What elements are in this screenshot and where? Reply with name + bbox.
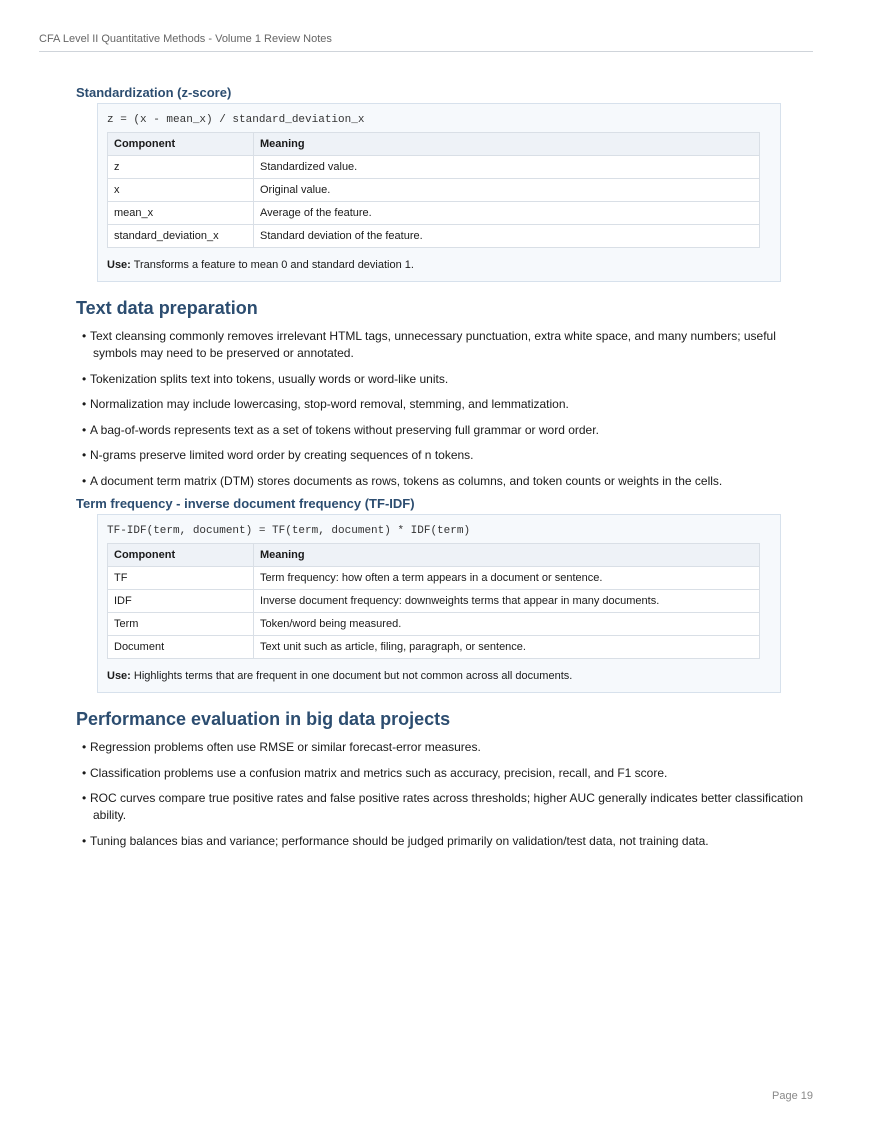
table-header-row: [108, 133, 760, 156]
list-item: • ROC curves compare true positive rates and false positive rates across thresholds; higher AUC generally indicates better classification ability.: [82, 790, 812, 824]
text-prep-bullet-list: [82, 328, 812, 498]
tfidf-formula: TF-IDF(term, document) = TF(term, document) * IDF(term): [107, 525, 471, 537]
meaning-cell: Inverse document frequency: downweights terms that appear in many documents.: [254, 590, 760, 613]
table-row: [108, 590, 760, 613]
use-text: Transforms a feature to mean 0 and standard deviation 1.: [133, 259, 414, 271]
table-row: [108, 179, 760, 202]
zscore-title: Standardization (z-score): [76, 85, 232, 100]
tfidf-formula-box: [97, 514, 781, 693]
table-row: [108, 613, 760, 636]
list-item: • A bag-of-words represents text as a set of tokens without preserving full grammar or word order.: [82, 422, 812, 439]
zscore-component-table: [107, 132, 760, 248]
header-divider: [39, 51, 813, 52]
list-item: • A document term matrix (DTM) stores documents as rows, tokens as columns, and token counts or weights in the cells.: [82, 473, 812, 490]
column-header-component: Component: [108, 544, 254, 567]
use-label: Use:: [107, 259, 131, 271]
list-item: • Tokenization splits text into tokens, usually words or word-like units.: [82, 371, 812, 388]
column-header-meaning: Meaning: [254, 133, 760, 156]
meaning-cell: Original value.: [254, 179, 760, 202]
meaning-cell: Average of the feature.: [254, 202, 760, 225]
page-number: Page 19: [772, 1090, 813, 1102]
tfidf-component-table: [107, 543, 760, 659]
table-row: [108, 567, 760, 590]
use-text: Highlights terms that are frequent in one document but not common across all documents.: [133, 670, 573, 682]
table-row: [108, 202, 760, 225]
tfidf-use-note: [107, 669, 759, 683]
column-header-meaning: Meaning: [254, 544, 760, 567]
component-cell: IDF: [108, 590, 254, 613]
component-cell: standard_deviation_x: [108, 225, 254, 248]
zscore-formula-box: [97, 103, 781, 282]
meaning-cell: Standardized value.: [254, 156, 760, 179]
table-row: [108, 225, 760, 248]
component-cell: Document: [108, 636, 254, 659]
list-item: • Tuning balances bias and variance; performance should be judged primarily on validation/test data, not training data.: [82, 833, 812, 850]
component-cell: x: [108, 179, 254, 202]
section-title-performance: Performance evaluation in big data projects: [76, 709, 451, 729]
use-label: Use:: [107, 670, 131, 682]
section-title-text-prep: Text data preparation: [76, 298, 258, 318]
tfidf-title: Term frequency - inverse document frequency (TF-IDF): [76, 496, 415, 511]
running-header: CFA Level II Quantitative Methods - Volume 1 Review Notes: [39, 33, 332, 45]
performance-bullet-list: [82, 739, 812, 858]
zscore-formula: z = (x - mean_x) / standard_deviation_x: [107, 114, 365, 126]
table-header-row: [108, 544, 760, 567]
component-cell: Term: [108, 613, 254, 636]
list-item: • Text cleansing commonly removes irrelevant HTML tags, unnecessary punctuation, extra white space, and many numbers; useful symbols may need to be preserved or annotated.: [82, 328, 812, 362]
component-cell: TF: [108, 567, 254, 590]
table-row: [108, 156, 760, 179]
meaning-cell: Token/word being measured.: [254, 613, 760, 636]
list-item: • Regression problems often use RMSE or similar forecast-error measures.: [82, 739, 812, 756]
meaning-cell: Standard deviation of the feature.: [254, 225, 760, 248]
list-item: • Classification problems use a confusion matrix and metrics such as accuracy, precision, recall, and F1 score.: [82, 765, 812, 782]
table-row: [108, 636, 760, 659]
list-item: • Normalization may include lowercasing, stop-word removal, stemming, and lemmatization.: [82, 396, 812, 413]
list-item: • N-grams preserve limited word order by creating sequences of n tokens.: [82, 447, 812, 464]
column-header-component: Component: [108, 133, 254, 156]
meaning-cell: Term frequency: how often a term appears in a document or sentence.: [254, 567, 760, 590]
component-cell: z: [108, 156, 254, 179]
component-cell: mean_x: [108, 202, 254, 225]
zscore-use-note: [107, 258, 759, 272]
meaning-cell: Text unit such as article, filing, paragraph, or sentence.: [254, 636, 760, 659]
